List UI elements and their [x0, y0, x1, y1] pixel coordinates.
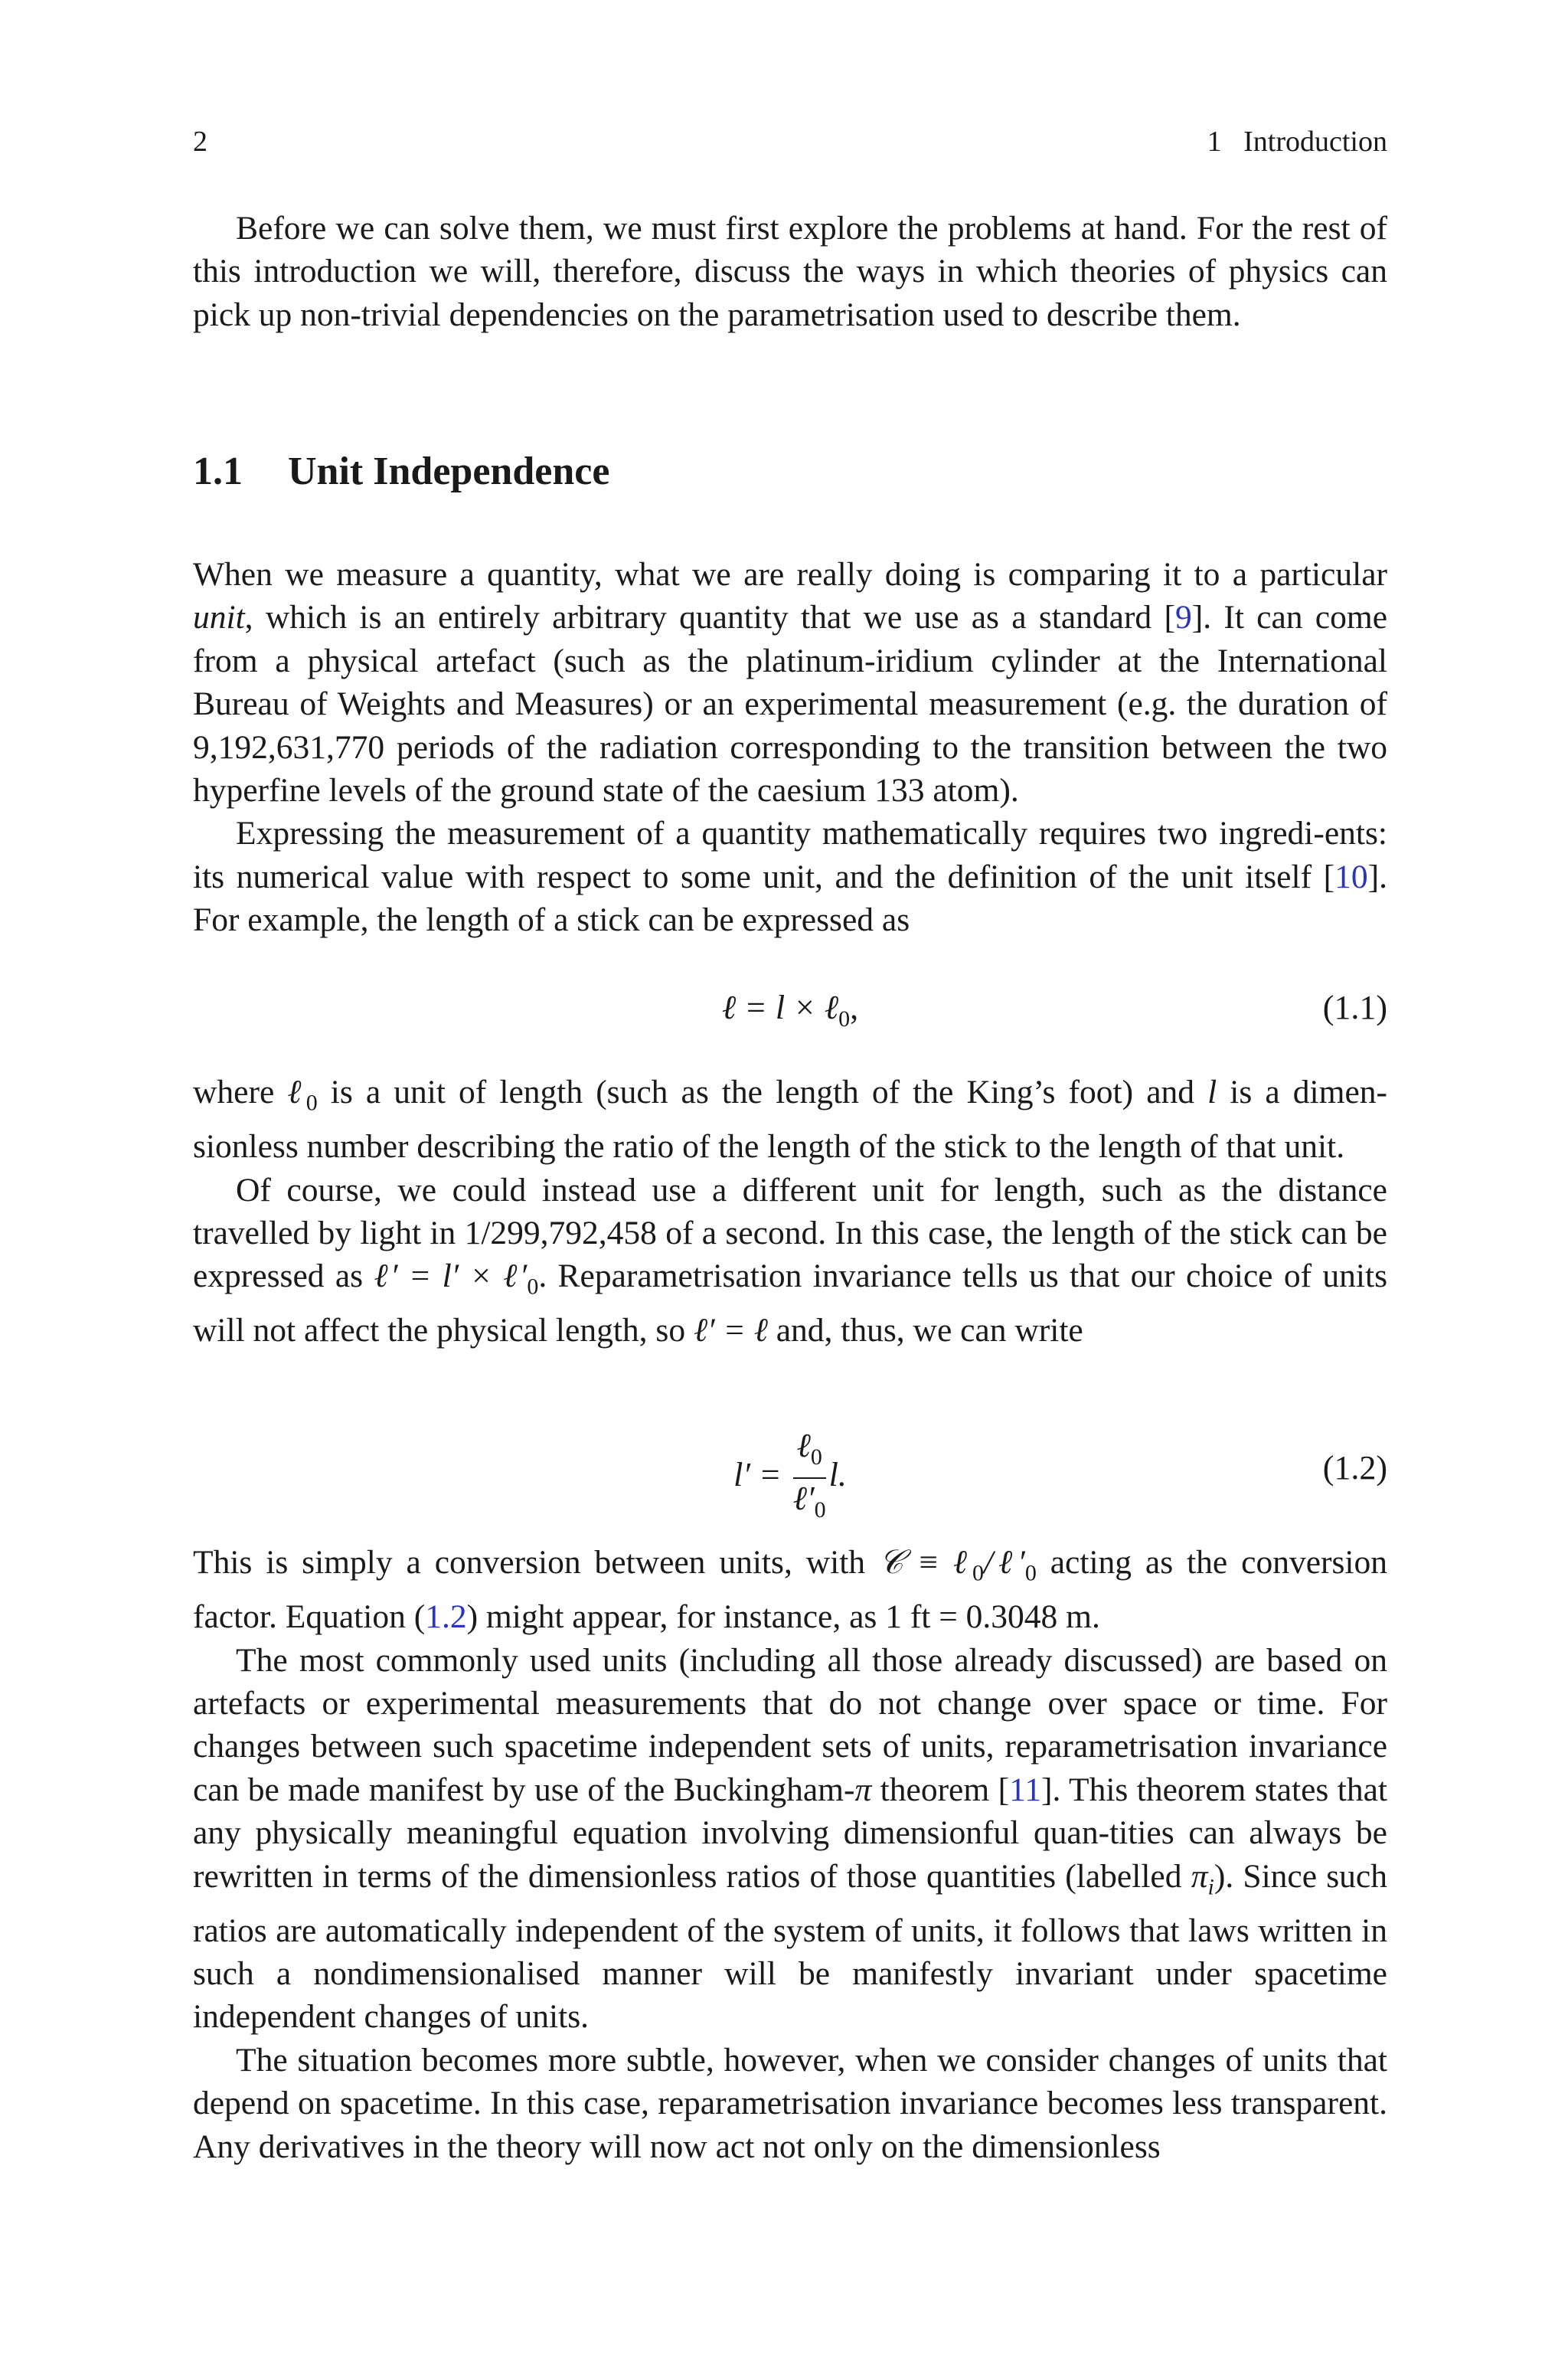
- paragraph-subtle: The situation becomes more subtle, however, when we consider changes of units that depend on spacetime. In this case, reparametrisation invariance becomes less transparent. Any derivatives in the theory will now act not only on the dimensionless: [193, 2041, 1387, 2165]
- section-heading: [193, 448, 609, 496]
- paragraph-unit-definition: When we measure a quantity, what we are really doing is comparing it to a particular unit, which is an entirely arbitrary quantity that we use as a standard [9]. It can come from a physical artefact (such as the platinum-iridium cylinder at the International Bureau of Weights and Measures) or an experimental measurement (e.g. the duration of 9,192,631,770 periods of the radiation corresponding to the transition between the two hyperfine levels of the ground state of the caesium 133 atom).: [193, 556, 1388, 810]
- paragraph-buckingham: The most commonly used units (including all those already discussed) are based on artefacts or experimental measurements that do not change over space or time. For changes between such spacetime independent sets of units, reparametrisation invariance can be made manifest by use of the Buckingham-π theorem [11]. This theorem states that any physically meaningful equation involving dimensionful quan-tities can always be rewritten in terms of the dimensionless ratios of those quantities (labelled $\pi_i$). Since such ratios are automatically independent of the system of units, it follows that laws written in such a nondimensionalised manner will be manifestly invariant under spacetime independent changes of units.: [193, 1641, 1387, 2036]
- page-number: 2: [193, 126, 207, 158]
- paragraph-ingredients: Expressing the measurement of a quantity mathematically requires two ingredi-ents: its numerical value with respect to some unit, and the definition of the unit itself [10]. For example, the length of a stick can be expressed as: [193, 815, 1387, 939]
- citation-link[interactable]: 10: [1334, 858, 1368, 895]
- intro-text: [193, 207, 1387, 336]
- equation-link[interactable]: 1.2: [425, 1598, 467, 1636]
- equation-expression: ℓ = l × ℓ$_0$,: [721, 989, 859, 1032]
- equation-1-2: [193, 1426, 1387, 1523]
- paragraph-different-unit: Of course, we could instead use a different unit for length, such as the distance travelled by light in 1/299,792,458 of a second. In this case, the length of the stick can be expressed as ℓ′ = $l' \times \ell'_0$. Reparametrisation invariance tells us that our choice of units will not affect the physical length, so ℓ′ = ℓ and, thus, we can write: [193, 1171, 1387, 1349]
- chapter-title: 1 Introduction: [1207, 126, 1387, 158]
- section-number: 1.1: [193, 450, 243, 493]
- paragraph-where: where ℓ$_0$ is a unit of length (such as the length of the King’s foot) and l is a dimen-sionless number describing the ratio of the length of the stick to the length of that unit.: [193, 1074, 1388, 1166]
- citation-link[interactable]: 9: [1174, 599, 1192, 636]
- equation-number: (1.1): [1322, 989, 1387, 1026]
- equation-number: (1.2): [1322, 1449, 1387, 1487]
- fraction: $\frac{\ell_0}{\ell'_0}$: [792, 1427, 826, 1523]
- equation-expression: l′ = $\frac{\ell_0}{\ell'_0}$ l.: [193, 1426, 1387, 1530]
- section-body-1: [193, 553, 1387, 942]
- equation-1-1: [193, 983, 1387, 1032]
- section-title: Unit Independence: [288, 450, 610, 493]
- running-header: [193, 123, 1387, 161]
- citation-link[interactable]: 11: [1009, 1771, 1041, 1808]
- italic-term: unit: [193, 599, 245, 636]
- section-body-2: [193, 1071, 1387, 1353]
- section-body-3: [193, 1541, 1387, 2168]
- paragraph-conversion: This is simply a conversion between units, with 𝒞 ≡ $\ell_0/\ell'_0$ acting as the conversion factor. Equation (1.2) might appear, for instance, as 1 ft = 0.3048 m.: [193, 1544, 1387, 1636]
- intro-paragraph: Before we can solve them, we must first explore the problems at hand. For the rest of this introduction we will, therefore, discuss the ways in which theories of physics can pick up non-trivial dependencies on the parametrisation used to describe them.: [193, 210, 1387, 333]
